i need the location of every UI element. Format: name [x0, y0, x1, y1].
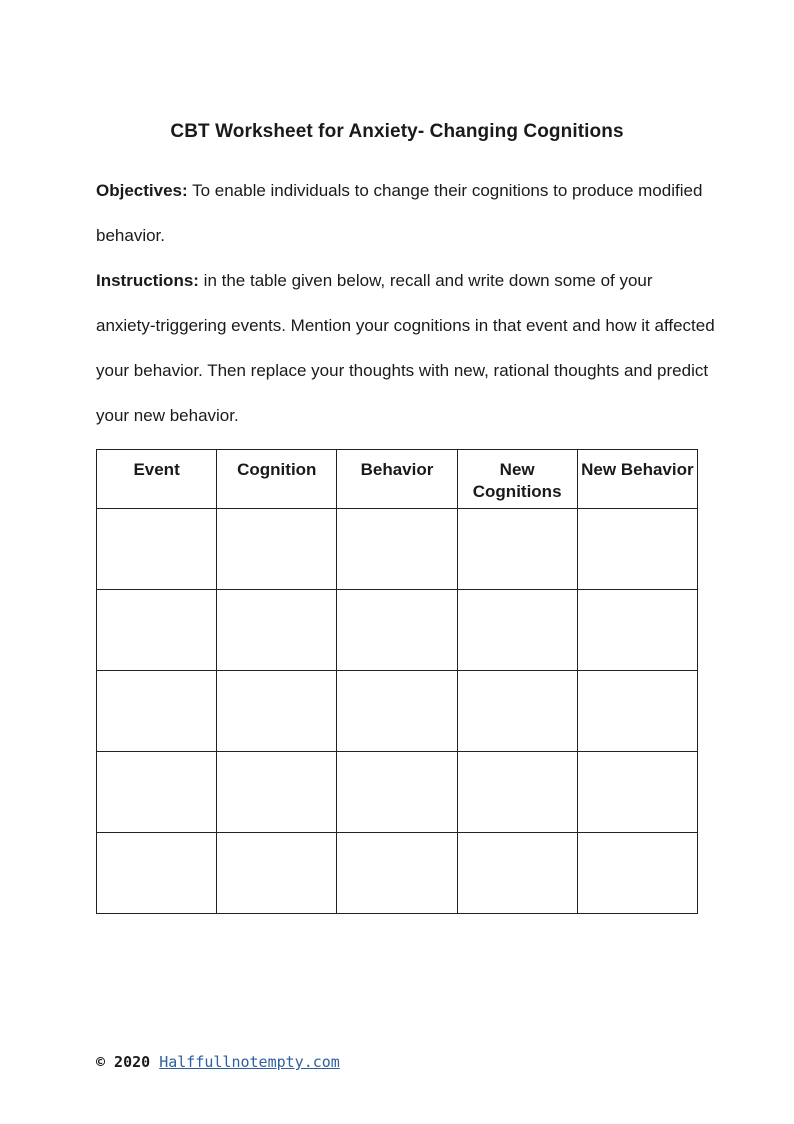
table-cell[interactable] — [97, 671, 217, 752]
instructions-paragraph — [96, 258, 716, 438]
table-cell[interactable] — [97, 833, 217, 914]
table-cell[interactable] — [97, 509, 217, 590]
table-row — [97, 509, 698, 590]
table-cell[interactable] — [217, 509, 337, 590]
page-title: CBT Worksheet for Anxiety- Changing Cognitions — [170, 121, 624, 142]
objectives-label: Objectives: — [96, 181, 188, 200]
table-cell[interactable] — [217, 590, 337, 671]
table-cell[interactable] — [577, 671, 697, 752]
table-cell[interactable] — [337, 509, 457, 590]
worksheet-table — [96, 449, 698, 914]
header-new-cognitions: New Cognitions — [457, 450, 577, 509]
table-row — [97, 752, 698, 833]
table-cell[interactable] — [337, 590, 457, 671]
table-cell[interactable] — [97, 590, 217, 671]
table-cell[interactable] — [457, 752, 577, 833]
table-row — [97, 833, 698, 914]
table-header-row — [97, 450, 698, 509]
table-cell[interactable] — [577, 590, 697, 671]
table-cell[interactable] — [217, 752, 337, 833]
table-cell[interactable] — [577, 833, 697, 914]
header-event: Event — [97, 450, 217, 509]
table-cell[interactable] — [457, 671, 577, 752]
objectives-paragraph — [96, 168, 716, 258]
table-cell[interactable] — [97, 752, 217, 833]
table-cell[interactable] — [457, 833, 577, 914]
table-cell[interactable] — [217, 833, 337, 914]
table-cell[interactable] — [217, 671, 337, 752]
table-cell[interactable] — [577, 752, 697, 833]
table-cell[interactable] — [457, 509, 577, 590]
header-behavior: Behavior — [337, 450, 457, 509]
table-row — [97, 671, 698, 752]
objectives-text: To enable individuals to change their cognitions to produce modified behavior. — [96, 181, 703, 245]
table-row — [97, 590, 698, 671]
footer-site-link[interactable]: Halffullnotempty.com — [159, 1053, 340, 1071]
table-cell[interactable] — [457, 590, 577, 671]
footer — [96, 1053, 340, 1071]
footer-copyright: © 2020 — [96, 1053, 151, 1071]
header-new-behavior: New Behavior — [577, 450, 697, 509]
header-cognition: Cognition — [217, 450, 337, 509]
instructions-label: Instructions: — [96, 271, 199, 290]
table-cell[interactable] — [337, 671, 457, 752]
table-cell[interactable] — [337, 752, 457, 833]
instructions-text: in the table given below, recall and write down some of your anxiety-triggering events. Mention your cognitions in that event and how it affected your behavior. Then replace your thoughts with new, rational thoughts and predict your new behavior. — [96, 271, 715, 425]
table-cell[interactable] — [577, 509, 697, 590]
table-cell[interactable] — [337, 833, 457, 914]
